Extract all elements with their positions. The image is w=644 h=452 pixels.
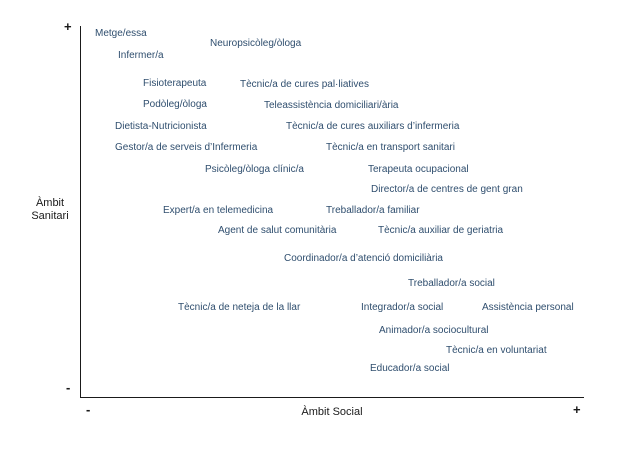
role-label: Podòleg/òloga <box>143 99 207 110</box>
x-axis-title: Àmbit Social <box>301 406 363 418</box>
role-label: Infermer/a <box>118 50 164 61</box>
x-axis-minus-sign: - <box>86 402 91 417</box>
role-label: Tècnic/a de cures pal·liatives <box>240 79 369 90</box>
role-label: Assistència personal <box>482 302 574 313</box>
role-label: Tècnic/a auxiliar de geriatria <box>378 225 504 236</box>
role-label: Coordinador/a d’atenció domiciliària <box>284 253 443 264</box>
y-axis-title-line-1: Àmbit <box>35 197 65 209</box>
role-label: Tècnic/a de cures auxiliars d’infermeria <box>286 121 460 132</box>
y-axis-plus-sign: + <box>64 19 72 34</box>
role-label: Expert/a en telemedicina <box>163 205 274 216</box>
role-label: Director/a de centres de gent gran <box>371 184 523 195</box>
role-label: Dietista-Nutricionista <box>115 121 207 132</box>
role-label: Treballador/a social <box>408 278 495 289</box>
role-label: Tècnic/a en voluntariat <box>446 345 547 356</box>
y-axis-minus-sign: - <box>66 380 71 395</box>
y-axis-title-line-2: Sanitari <box>31 210 69 222</box>
role-label: Neuropsicòleg/òloga <box>210 38 302 49</box>
y-axis-title <box>20 197 80 223</box>
x-axis-plus-sign: + <box>573 402 581 417</box>
role-label: Tècnic/a en transport sanitari <box>326 142 455 153</box>
role-label: Psicòleg/òloga clínic/a <box>205 164 304 175</box>
role-label: Agent de salut comunitària <box>218 225 337 236</box>
role-label: Terapeuta ocupacional <box>368 164 469 175</box>
role-label: Integrador/a social <box>361 302 444 313</box>
role-label: Animador/a sociocultural <box>379 325 489 336</box>
role-label: Gestor/a de serveis d’Infermeria <box>115 142 258 153</box>
role-label: Metge/essa <box>95 28 147 39</box>
y-axis-line <box>80 26 81 398</box>
role-label: Fisioterapeuta <box>143 78 207 89</box>
role-label: Treballador/a familiar <box>326 205 420 216</box>
x-axis-line <box>80 397 584 398</box>
role-label: Tècnic/a de neteja de la llar <box>178 302 301 313</box>
role-label: Teleassistència domiciliari/ària <box>264 100 399 111</box>
role-label: Educador/a social <box>370 363 450 374</box>
